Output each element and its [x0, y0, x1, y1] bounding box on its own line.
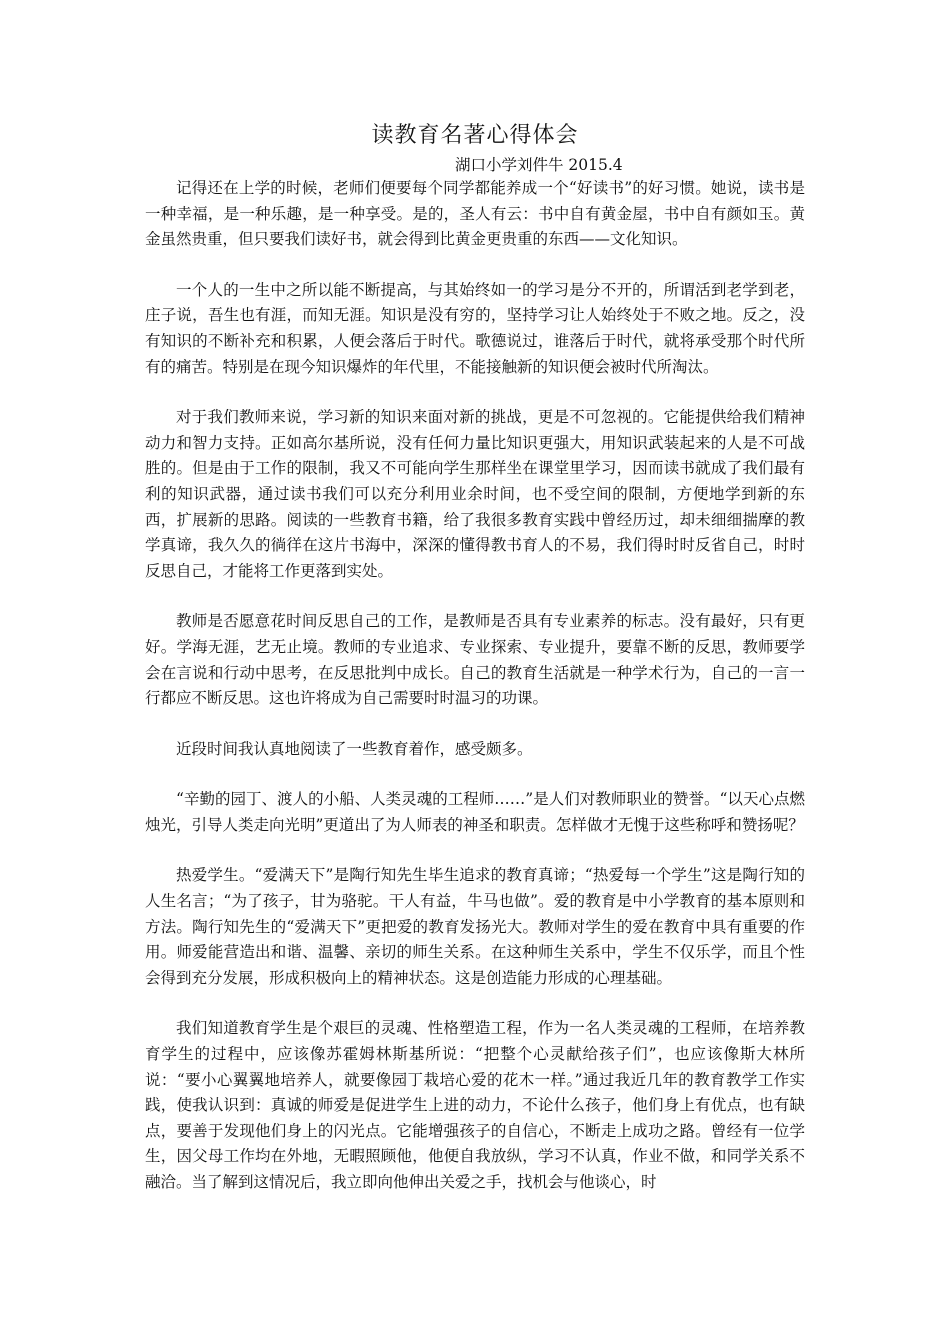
paragraph-3: 对于我们教师来说，学习新的知识来面对新的挑战，更是不可忽视的。它能提供给我们精神动力和智力支持。正如高尔基所说，没有任何力量比知识更强大，用知识武装起来的人是不可战胜的。但是由于工作的限制，我又不可能向学生那样坐在课堂里学习，因而读书就成了我们最有利的知识武器，通过读书我们可以充分利用业余时间，也不受空间的限制，方便地学到新的东西，扩展新的思路。阅读的一些教育书籍，给了我很多教育实践中曾经历过，却未细细揣摩的教学真谛，我久久的徜徉在这片书海中，深深的懂得教书育人的不易，我们得时时反省自己，时时反思自己，才能将工作更落到实处。: [145, 408, 805, 580]
paragraph-2: 一个人的一生中之所以能不断提高，与其始终如一的学习是分不开的，所谓活到老学到老，庄子说，吾生也有涯，而知无涯。知识是没有穷的，坚持学习让人始终处于不败之地。反之，没有知识的不断补充和积累，人便会落后于时代。歌德说过，谁落后于时代，就将承受那个时代所有的痛苦。特别是在现今知识爆炸的年代里，不能接触新的知识便会被时代所淘汰。: [145, 280, 805, 376]
paragraph-1: 记得还在上学的时候，老师们便要每个同学都能养成一个“好读书”的好习惯。她说，读书是一种幸福，是一种乐趣，是一种享受。是的，圣人有云：书中自有黄金屋，书中自有颜如玉。黄金虽然贵重，但只要我们读好书，就会得到比黄金更贵重的东西——文化知识。: [145, 179, 805, 249]
document-body: [145, 176, 805, 1196]
author-byline: 湖口小学刘件牛 2015.4: [455, 156, 623, 174]
paragraph-4: 教师是否愿意花时间反思自己的工作，是教师是否具有专业素养的标志。没有最好，只有更好。学海无涯，艺无止境。教师的专业追求、专业探索、专业提升，要靠不断的反思，教师要学会在言说和行动中思考，在反思批判中成长。自己的教育生活就是一种学术行为，自己的一言一行都应不断反思。这也许将成为自己需要时时温习的功课。: [145, 612, 805, 708]
paragraph-7: 热爱学生。“爱满天下”是陶行知先生毕生追求的教育真谛；“热爱每一个学生”这是陶行知的人生名言；“为了孩子，甘为骆驼。干人有益，牛马也做”。爱的教育是中小学教育的基本原则和方法。陶行知先生的“爱满天下”更把爱的教育发扬光大。教师对学生的爱在教育中具有重要的作用。师爱能营造出和谐、温馨、亲切的师生关系。在这种师生关系中，学生不仅乐学，而且个性会得到充分发展，形成积极向上的精神状态。这是创造能力形成的心理基础。: [145, 866, 805, 987]
paragraph-6: “辛勤的园丁、渡人的小船、人类灵魂的工程师……”是人们对教师职业的赞誉。“以天心点燃烛光，引导人类走向光明”更道出了为人师表的神圣和职责。怎样做才无愧于这些称呼和赞扬呢？: [145, 790, 805, 834]
paragraph-8: 我们知道教育学生是个艰巨的灵魂、性格塑造工程，作为一名人类灵魂的工程师，在培养教育学生的过程中，应该像苏霍姆林斯基所说：“把整个心灵献给孩子们”，也应该像斯大林所说：“要小心翼翼地培养人，就要像园丁栽培心爱的花木一样。”通过我近几年的教育教学工作实践，使我认识到：真诚的师爱是促进学生上进的动力，不论什么孩子，他们身上有优点，也有缺点，要善于发现他们身上的闪光点。它能增强孩子的自信心，不断走上成功之路。曾经有一位学生，因父母工作均在外地，无暇照顾他，他便自我放纵，学习不认真，作业不做，和同学关系不融洽。当了解到这情况后，我立即向他伸出关爱之手，找机会与他谈心，时: [145, 1019, 805, 1191]
page-title: 读教育名著心得体会: [371, 123, 579, 148]
paragraph-5: 近段时间我认真地阅读了一些教育着作，感受颇多。: [176, 739, 533, 758]
